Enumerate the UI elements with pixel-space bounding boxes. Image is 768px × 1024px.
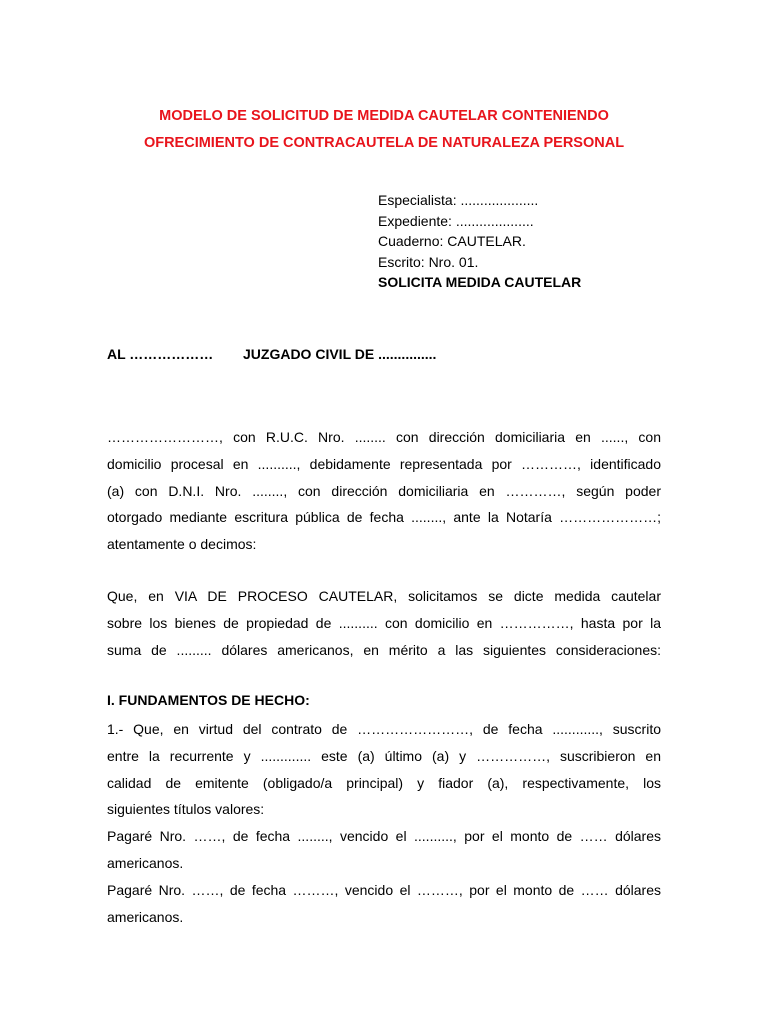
facts-paragraph: [107, 716, 661, 930]
document-title-line-2: OFRECIMIENTO DE CONTRACAUTELA DE NATURALEZA PERSONAL: [143, 135, 625, 151]
paragraph-line: Que, en VIA DE PROCESO CAUTELAR, solicitamos se dicte medida cautelar: [107, 588, 661, 604]
paragraph-line: (a) con D.N.I. Nro. ........, con dirección domiciliaria en …………, según poder: [107, 482, 661, 499]
paragraph-line: 1.- Que, en virtud del contrato de ……………………, de fecha ............, suscrito: [107, 721, 661, 737]
especialista-field: Especialista: ....................: [378, 192, 539, 208]
paragraph-line: americanos.: [107, 854, 184, 871]
intro-paragraph: [107, 424, 661, 558]
document-title-line-1: MODELO DE SOLICITUD DE MEDIDA CAUTELAR CONTENIENDO: [159, 108, 609, 124]
paragraph-line: sobre los bienes de propiedad de .......... con domicilio en ……………, hasta por la: [107, 614, 661, 631]
request-paragraph: [107, 583, 661, 663]
paragraph-line: domicilio procesal en .........., debidamente representada por …………, identificado: [107, 455, 661, 472]
paragraph-line: americanos.: [107, 908, 184, 925]
case-metadata-block: [378, 190, 581, 293]
expediente-field: Expediente: ....................: [378, 212, 534, 229]
paragraph-line: otorgado mediante escritura pública de fecha ........, ante la Notaría …………………;: [107, 509, 661, 526]
escrito-field: Escrito: Nro. 01.: [378, 253, 479, 270]
paragraph-line: suma de ......... dólares americanos, en mérito a las siguientes consideraciones:: [107, 641, 661, 658]
solicita-heading: SOLICITA MEDIDA CAUTELAR: [378, 274, 582, 290]
addressee-juzgado: JUZGADO CIVIL DE ...............: [243, 346, 437, 362]
paragraph-line: siguientes títulos valores:: [107, 801, 265, 818]
addressee-al: AL ………………: [107, 346, 214, 362]
paragraph-line: calidad de emitente (obligado/a principal) y fiador (a), respectivamente, los: [107, 774, 661, 791]
cuaderno-field: Cuaderno: CAUTELAR.: [378, 233, 526, 249]
paragraph-line: Pagaré Nro. ……, de fecha ........, vencido el .........., por el monto de …… dólares: [107, 828, 661, 845]
paragraph-line: Pagaré Nro. ……, de fecha ………, vencido el ………, por el monto de …… dólares: [107, 881, 661, 898]
paragraph-line: ……………………, con R.U.C. Nro. ........ con dirección domiciliaria en ......, con: [107, 429, 661, 445]
section-heading: I. FUNDAMENTOS DE HECHO:: [107, 692, 310, 708]
paragraph-line: atentamente o decimos:: [107, 536, 257, 553]
paragraph-line: entre la recurrente y ............. este (a) último (a) y ……………, suscribieron en: [107, 747, 661, 764]
